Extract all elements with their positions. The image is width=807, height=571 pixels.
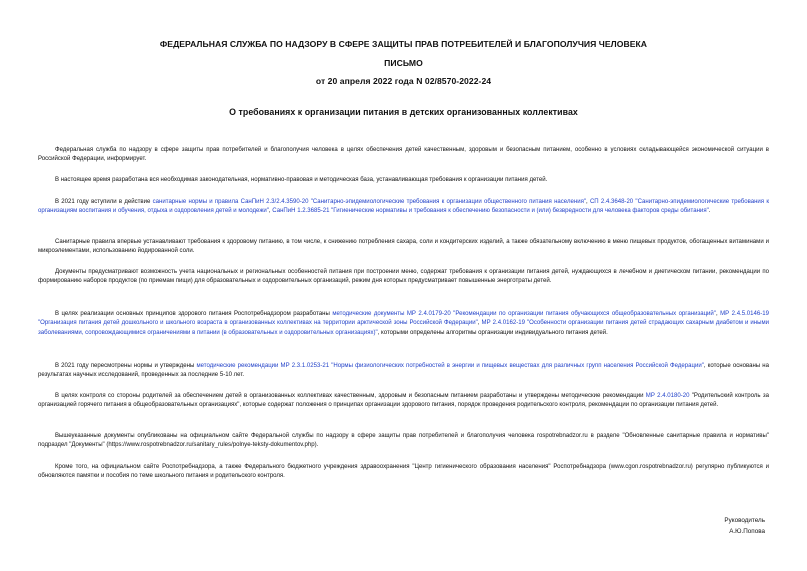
text-span: , <box>268 208 273 215</box>
signature-role: Руководитель <box>724 517 765 524</box>
text-span: В целях реализации основных принципов здорового питания Роспотребнадзором разработаны <box>55 311 333 317</box>
text-span: . <box>708 208 711 215</box>
text-span: , <box>715 311 721 317</box>
link-mr-2-4-5-0146-19[interactable]: МР 2.4.5.0146-19 "Организация питания детей дошкольного и школьного возраста в организованных коллективах на территории арктической зоны Российской Федерации" <box>38 311 769 327</box>
text-span: В 2021 году пересмотрены нормы и утверждены <box>55 363 197 369</box>
link-mr-2-4-0180-20[interactable]: МР 2.4.0180-20 <box>645 393 690 399</box>
text-span: В 2021 году вступили в действие <box>55 199 153 205</box>
agency-heading: ФЕДЕРАЛЬНАЯ СЛУЖБА ПО НАДЗОРУ В СФЕРЕ ЗАЩИТЫ ПРАВ ПОТРЕБИТЕЛЕЙ И БЛАГОПОЛУЧИЯ ЧЕЛОВЕКА <box>159 39 648 49</box>
link-sanpin-2-3-2-4-3590-20[interactable]: санитарные нормы и правила СанПиН 2.3/2.4.3590-20 "Санитарно-эпидемиологические требования к организации общественного питания населения" <box>152 199 586 205</box>
text-span: , которыми определены алгоритмы организации индивидуального питания детей. <box>377 329 608 336</box>
document-subject: О требованиях к организации питания в детских организованных коллективах <box>229 107 578 117</box>
link-sanpin-1-2-3685-21[interactable]: СанПиН 1.2.3685-21 "Гигиенические нормативы и требования к обеспечению безопасности и (или) безвредности для человека факторов среды обитания" <box>272 208 709 215</box>
paragraph-intro: Федеральная служба по надзору в сфере защиты прав потребителей и благополучия человека в целях обеспечения детей качественным, здоровым и безопасным питанием, особенно в условиях складывающейся экономической ситуации в Российской Федерации, информирует. <box>38 147 769 163</box>
paragraph-methodical-documents <box>38 310 769 338</box>
link-mr-2-4-0179-20[interactable]: методические документы МР 2.4.0179-20 "Рекомендации по организации питания обучающихся общеобразовательных организаций" <box>332 311 716 317</box>
link-mr-2-4-0162-19[interactable]: МР 2.4.0162-19 "Особенности организации питания детей страдающих сахарным диабетом и иными заболеваниями, сопровождающимися ограничениями в питании (в образовательных и оздоровительных организациях)" <box>38 320 769 336</box>
link-mr-2-3-1-0253-21[interactable]: методические рекомендации МР 2.3.1.0253-21 "Нормы физиологических потребностей в энергии и пищевых веществах для различных групп населения Российской Федерации" <box>196 363 704 369</box>
text-span: "Родительский контроль за организацией горячего питания в общеобразовательных организациях", которые содержат положения о принципах организации здорового питания, порядок проведения родительского контроля, рекомендации по организации питания детей. <box>38 393 770 409</box>
paragraph-legal-base: В настоящее время разработана вся необходимая законодательная, нормативно-правовая и методическая база, устанавливающая требования к организации питания детей. <box>55 177 548 183</box>
text-span: В целях контроля со стороны родителей за обеспечением детей в организованных коллективах качественным, здоровым и безопасным питанием разработаны и утверждены методические рекомендации <box>55 393 646 399</box>
link-sp-2-4-3648-20[interactable]: СП 2.4.3648-20 "Санитарно-эпидемиологические требования к организациям воспитания и обучения, отдыха и оздоровления детей и молодежи" <box>38 199 769 215</box>
signature-name: А.Ю.Попова <box>729 528 765 535</box>
paragraph-publication: Вышеуказанные документы опубликованы на официальном сайте Федеральной службы по надзору в сфере защиты прав потребителей и благополучия человека rospotrebnadzor.ru в разделе "Обновленные санитарные правила и нормативы" подраздел "Документы" (https://www.rospotrebnadzor.ru/sanitary_rules/polnye-teksty-dokumentov.php). <box>38 433 769 449</box>
paragraph-regional-features: Документы предусматривают возможность учета национальных и региональных особенностей питания при построении меню, содержат требования к организации питания детей, нуждающихся в лечебном и диетическом питании, рекомендации по формированию наборов продуктов (по приемам пищи) для образовательных и оздоровительных организаций, режим дня которых предусматривает повышенные энерготраты детей. <box>38 269 769 285</box>
paragraph-sanitary-rules <box>38 198 769 217</box>
text-span: , которые основаны на результатах научных исследований, проведенных за последние 5-10 лет. <box>38 363 769 379</box>
text-span: , <box>586 199 590 205</box>
text-span: , <box>477 320 482 327</box>
paragraph-physiological-norms <box>38 362 769 381</box>
paragraph-additional-resources: Кроме того, на официальном сайте Роспотребнадзора, а также Федерального бюджетного учреждения здравоохранения "Центр гигиенического образования населения" Роспотребнадзора (www.cgon.rospotrebnadzor.ru) регулярно публикуются и обновляются памятки и пособия по теме школьного питания и родительского контроля. <box>38 464 769 480</box>
document-type: ПИСЬМО <box>384 58 423 68</box>
document-date-number: от 20 апреля 2022 года N 02/8570-2022-24 <box>315 76 492 86</box>
paragraph-healthy-eating: Санитарные правила впервые устанавливают требования к здоровому питанию, в том числе, к снижению потребления сахара, соли и кондитерских изделий, а также обязательному включению в меню пищевых продуктов, обогащенных витаминами и микроэлементами, использованию йодированной соли. <box>38 239 769 255</box>
paragraph-parental-control <box>38 392 769 411</box>
